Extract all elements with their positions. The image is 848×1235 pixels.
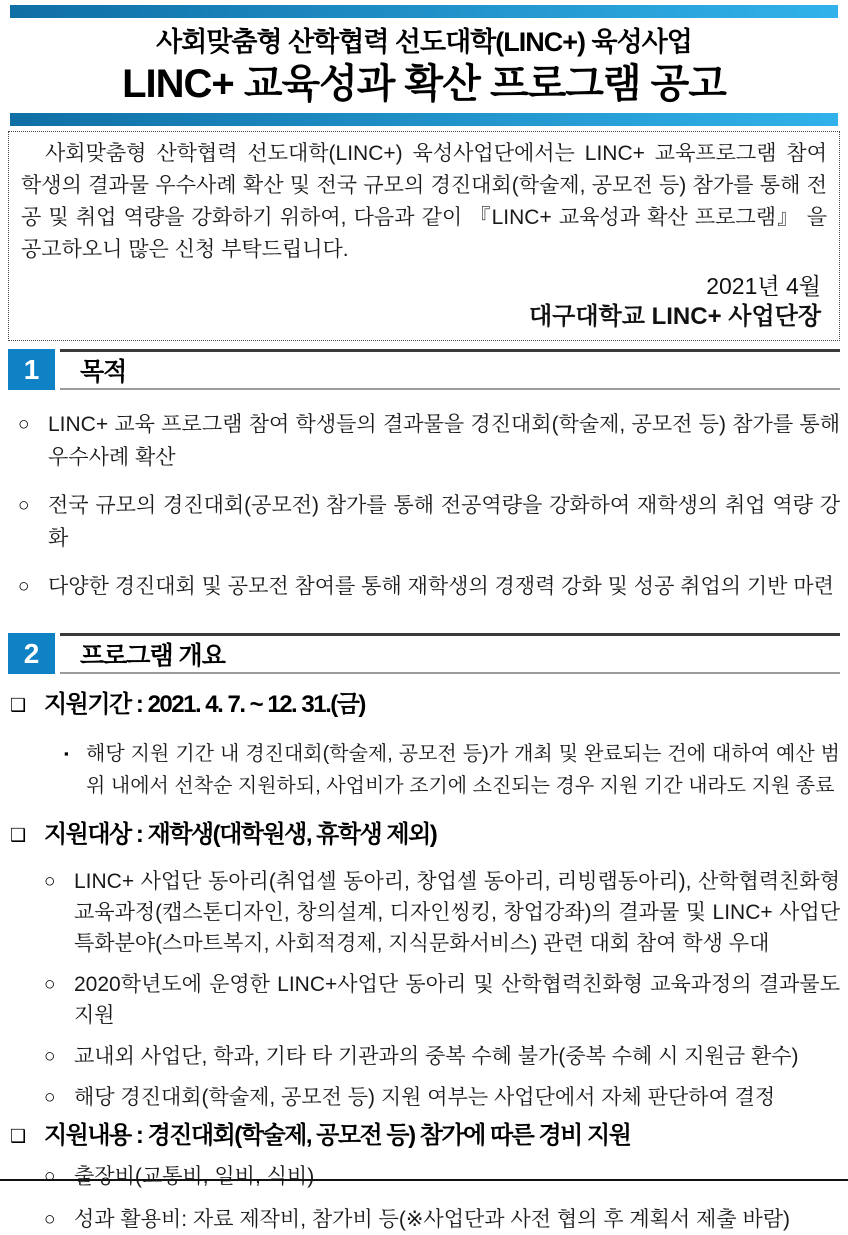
circle-bullet-icon: ○ xyxy=(18,576,30,597)
header-top-bar xyxy=(10,5,838,18)
small-square-bullet-icon: ▪ xyxy=(64,746,69,761)
square-bullet-icon: ❑ xyxy=(10,825,27,845)
page-title: LINC+ 교육성과 확산 프로그램 공고 xyxy=(122,62,726,106)
list-item xyxy=(44,1082,840,1113)
section-2-number-badge: 2 xyxy=(8,633,55,674)
square-bullet-icon: ❑ xyxy=(10,1126,27,1146)
list-item xyxy=(18,570,840,603)
circle-bullet-icon: ○ xyxy=(44,1209,56,1230)
section-1-rule xyxy=(60,349,840,390)
list-item xyxy=(44,866,840,959)
section-1-header xyxy=(8,349,840,390)
circle-bullet-icon: ○ xyxy=(44,974,56,995)
header-bottom-bar xyxy=(10,113,838,126)
heading-text: 지원대상 : 재학생(대학원생, 휴학생 제외) xyxy=(44,821,437,848)
list-item xyxy=(44,969,840,1031)
support-target-heading xyxy=(8,818,840,852)
circle-bullet-icon: ○ xyxy=(44,871,56,892)
bullet-text: 다양한 경진대회 및 공모전 참여를 통해 재학생의 경쟁력 강화 및 성공 취업의 기반 마련 xyxy=(48,575,834,598)
list-item xyxy=(18,408,840,474)
section-2-rule xyxy=(60,633,840,674)
signature-line: 대구대학교 LINC+ 사업단장 xyxy=(529,303,821,330)
bullet-text: 2020학년도에 운영한 LINC+사업단 동아리 및 산학협력친화형 교육과정의 결과물도 지원 xyxy=(74,973,840,1027)
support-period-heading xyxy=(8,688,840,722)
list-item xyxy=(44,1041,840,1072)
circle-bullet-icon: ○ xyxy=(18,414,30,435)
intro-box xyxy=(8,131,840,341)
list-item xyxy=(44,1204,840,1235)
bullet-text: 성과 활용비: 자료 제작비, 참가비 등(※사업단과 사전 협의 후 계획서 제출 바람) xyxy=(74,1208,791,1231)
circle-bullet-icon: ○ xyxy=(44,1046,56,1067)
square-bullet-icon: ❑ xyxy=(10,695,27,715)
bullet-text: LINC+ 사업단 동아리(취업셀 동아리, 창업셀 동아리, 리빙랩동아리), 산학협력친화형 교육과정(캡스톤디자인, 창의설계, 디자인씽킹, 창업강좌)의 결과물 및 LINC+ 사업단 특화분야(스마트복지, 사회적경제, 지식문화서비스) 관련 대회 참여 학생 우대 xyxy=(74,870,840,955)
program-subtitle: 사회맞춤형 산학협력 선도대학(LINC+) 육성사업 xyxy=(156,27,692,57)
list-item xyxy=(18,489,840,555)
announcement-page xyxy=(0,5,848,1231)
support-period-note xyxy=(8,738,840,802)
bullet-text: 교내외 사업단, 학과, 기타 타 기관과의 중복 수혜 불가(중복 수혜 시 지원금 환수) xyxy=(74,1045,799,1068)
page-bottom-border xyxy=(0,1179,848,1181)
support-content-heading xyxy=(8,1119,840,1153)
bullet-text: 출장비(교통비, 일비, 식비) xyxy=(74,1165,315,1188)
list-item xyxy=(44,1161,840,1192)
section-1-number-badge: 1 xyxy=(8,349,55,390)
circle-bullet-icon: ○ xyxy=(44,1087,56,1108)
target-bullet-list xyxy=(8,866,840,1113)
section-2-header xyxy=(8,633,840,674)
bullet-text: 해당 경진대회(학술제, 공모전 등) 지원 여부는 사업단에서 자체 판단하여 결정 xyxy=(74,1086,776,1109)
bullet-text: 전국 규모의 경진대회(공모전) 참가를 통해 전공역량을 강화하여 재학생의 취업 역량 강화 xyxy=(48,494,840,550)
heading-text: 지원내용 : 경진대회(학술제, 공모전 등) 참가에 따른 경비 지원 xyxy=(44,1122,631,1149)
announcement-date: 2021년 4월 xyxy=(706,273,821,299)
content-bullet-list xyxy=(8,1161,840,1235)
circle-bullet-icon: ○ xyxy=(44,1166,56,1187)
note-text: 해당 지원 기간 내 경진대회(학술제, 공모전 등)가 개최 및 완료되는 건에 대하여 예산 범위 내에서 선착순 지원하되, 사업비가 조기에 소진되는 경우 지원 기간 내라도 지원 종료 xyxy=(86,743,840,797)
section-2-title: 프로그램 개요 xyxy=(80,642,225,670)
purpose-bullet-list xyxy=(8,408,840,603)
section-1-title: 목적 xyxy=(80,358,127,386)
heading-text: 지원기간 : 2021. 4. 7. ~ 12. 31.(금) xyxy=(44,691,365,718)
intro-paragraph: 사회맞춤형 산학협력 선도대학(LINC+) 육성사업단에서는 LINC+ 교육프로그램 참여 학생의 결과물 우수사례 확산 및 전국 규모의 경진대회(학술제, 공모전 등) 참가를 통해 전공 및 취업 역량을 강화하기 위하여, 다음과 같이 『LINC+ 교육성과 확산 프로그램』 을 공고하오니 많은 신청 부탁드립니다. xyxy=(21,142,827,261)
circle-bullet-icon: ○ xyxy=(18,495,30,516)
bullet-text: LINC+ 교육 프로그램 참여 학생들의 결과물을 경진대회(학술제, 공모전 등) 참가를 통해 우수사례 확산 xyxy=(48,413,840,469)
